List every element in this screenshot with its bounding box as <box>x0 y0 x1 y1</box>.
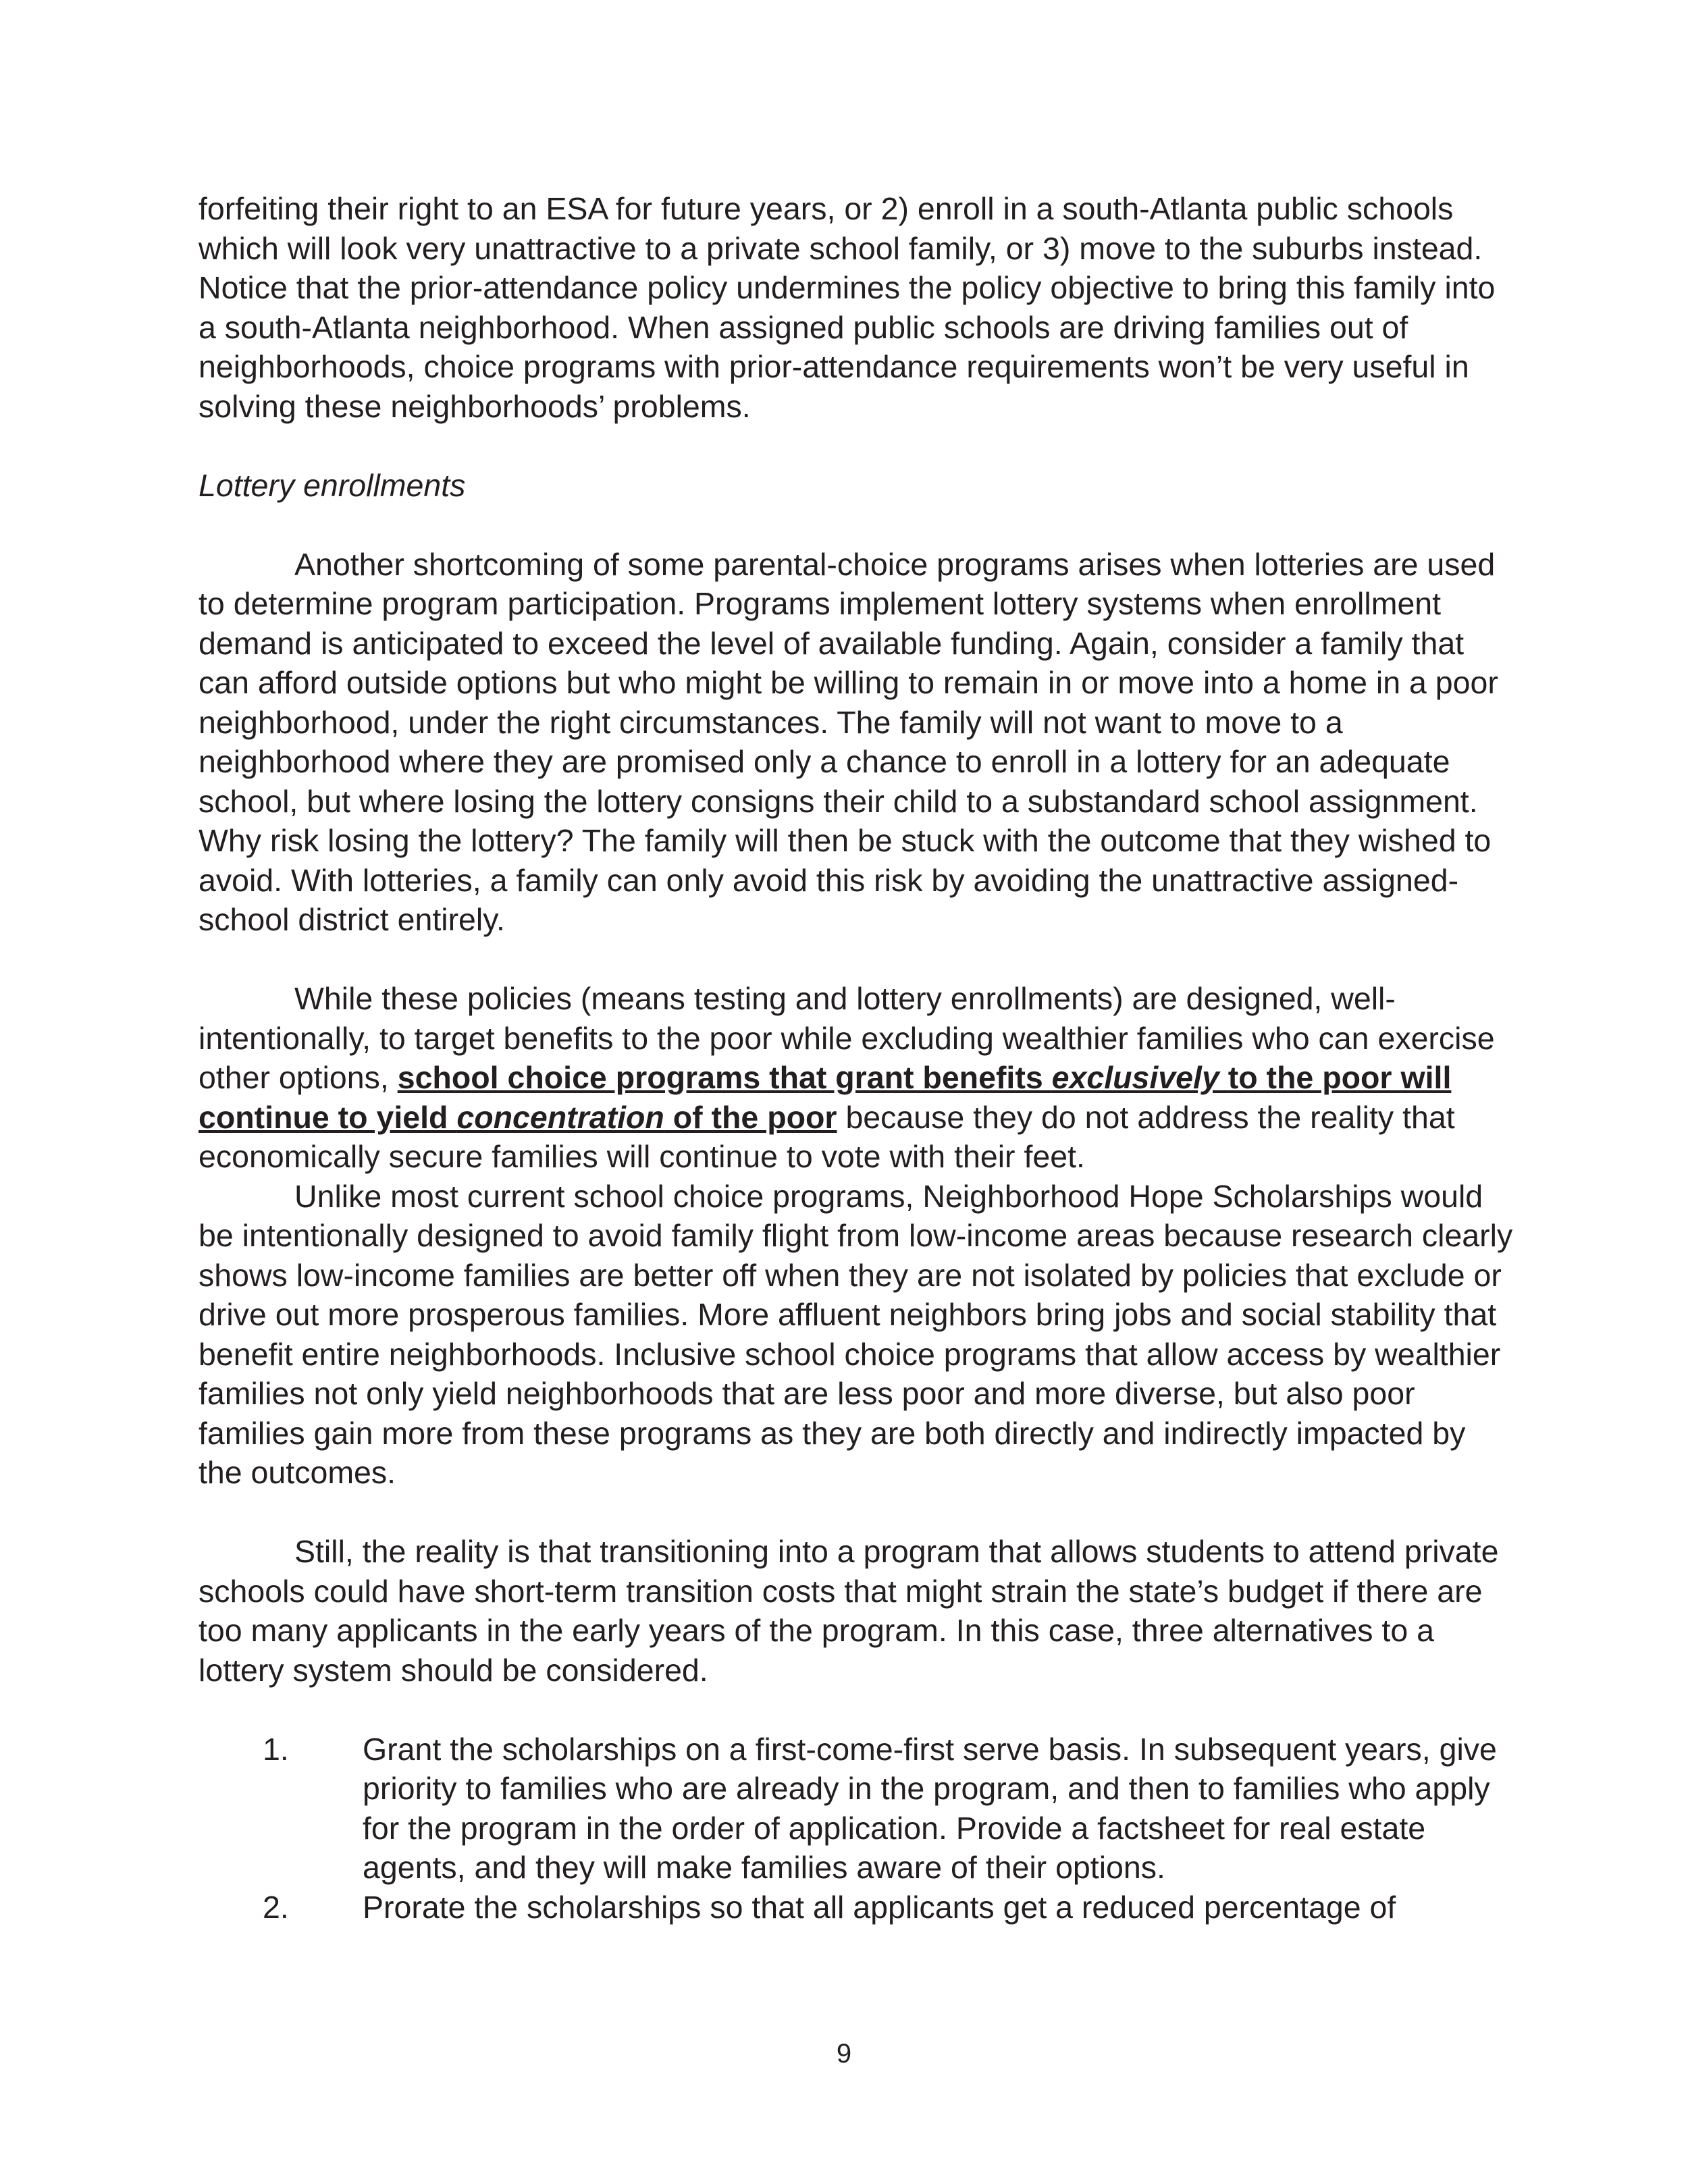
section-heading-lottery-enrollments: Lottery enrollments <box>199 467 466 503</box>
spacer <box>199 1690 1515 1730</box>
page-number: 9 <box>836 2039 852 2069</box>
list-item-number: 2. <box>263 1889 289 1925</box>
emphasis-bold-italic-underline: exclusively <box>1051 1060 1228 1095</box>
spacer <box>199 940 1515 980</box>
paragraph-lottery-shortcoming: Another shortcoming of some parental-choice programs arises when lotteries are used to determine program participation. Programs implement lottery systems when enrollment demand is anticipated to exceed the level of available funding. Again, consider a family that can afford outside options but who might be willing to remain in or move into a home in a poor neighborhood, under the right circumstances. The family will not want to move to a neighborhood where they are promised only a chance to enroll in a lottery for an adequate school, but where losing the lottery consigns their child to a substandard school assignment. Why risk losing the lottery? The family will then be stuck with the outcome that they wished to avoid. With lotteries, a family can only avoid this risk by avoiding the unattractive assigned-school district entirely. <box>199 546 1498 937</box>
alternatives-list <box>199 1730 1515 1927</box>
list-item <box>199 1888 1515 1927</box>
emphasis-bold-underline: of the poor <box>664 1099 837 1135</box>
spacer <box>199 426 1515 466</box>
paragraph-text: because they do not address the reality that economically secure families will continue to vote with their feet. <box>199 1099 1455 1174</box>
list-item-text: Prorate the scholarships so that all applicants get a reduced percentage of <box>363 1889 1396 1925</box>
paragraph-transition-costs: Still, the reality is that transitioning into a program that allows students to attend private schools could have short-term transition costs that might strain the state’s budget if there are too many applicants in the early years of the program. In this case, three alternatives to a lottery system should be considered. <box>199 1534 1499 1688</box>
document-page <box>199 189 1515 1927</box>
spacer <box>199 1493 1515 1533</box>
spacer <box>199 505 1515 545</box>
paragraph-means-testing <box>199 979 1515 1177</box>
paragraph-neighborhood-hope: Unlike most current school choice programs, Neighborhood Hope Scholarships would be intentionally designed to avoid family flight from low-income areas because research clearly shows low-income families are better off when they are not isolated by policies that exclude or drive out more prosperous families. More affluent neighbors bring jobs and social stability that benefit entire neighborhoods. Inclusive school choice programs that allow access by wealthier families not only yield neighborhoods that are less poor and more diverse, but also poor families gain more from these programs as they are both directly and indirectly impacted by the outcomes. <box>199 1178 1513 1490</box>
paragraph-esa-options: forfeiting their right to an ESA for future years, or 2) enroll in a south-Atlanta public schools which will look very unattractive to a private school family, or 3) move to the suburbs instead. Notice that the prior-attendance policy undermines the policy objective to bring this family into a south-Atlanta neighborhood. When assigned public schools are driving families out of neighborhoods, choice programs with prior-attendance requirements won’t be very useful in solving these neighborhoods’ problems. <box>199 191 1496 424</box>
emphasis-bold-underline: school choice programs that grant benefits <box>397 1060 1052 1095</box>
list-item <box>199 1730 1515 1888</box>
emphasis-bold-italic-underline: concentration <box>456 1099 664 1135</box>
paragraph-text: While these policies (means testing and lottery enrollments) are designed, well-intentionally, to target benefits to the poor while excluding wealthier families who can exercise other options, <box>199 981 1495 1095</box>
list-item-text: Grant the scholarships on a first-come-first serve basis. In subsequent years, give priority to families who are already in the program, and then to families who apply for the program in the order of application. Provide a factsheet for real estate agents, and they will make families aware of their options. <box>363 1731 1497 1885</box>
list-item-number: 1. <box>263 1731 289 1767</box>
emphasis-bold-underline: to the poor will continue to yield <box>199 1060 1452 1135</box>
